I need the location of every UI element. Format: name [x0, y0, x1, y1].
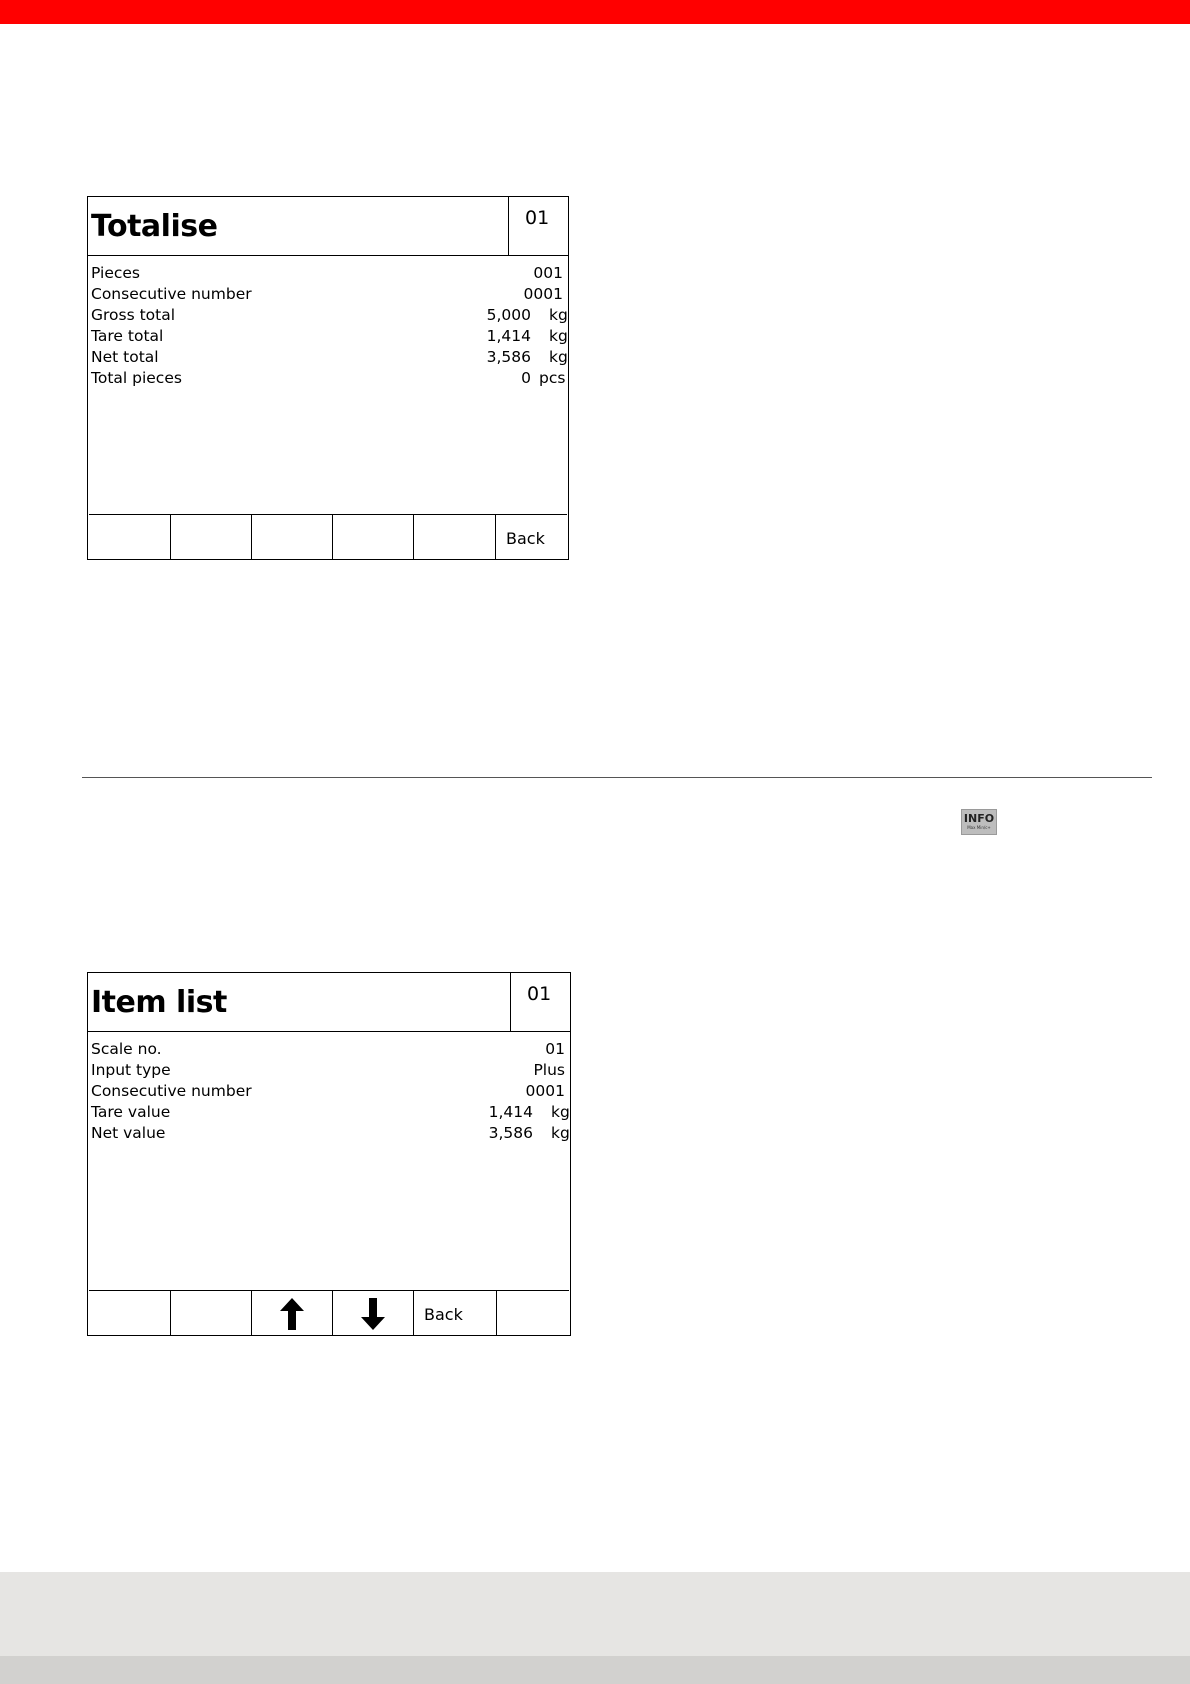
row-label: Tare value: [91, 1103, 171, 1121]
row-label: Gross total: [91, 306, 176, 324]
row-unit: kg: [549, 306, 568, 324]
top-accent-bar: [0, 0, 1190, 24]
row-value: 1,414: [486, 327, 531, 345]
softkey-1[interactable]: [89, 515, 170, 559]
item-list-screen: [87, 972, 571, 1336]
footer-strip: [0, 1656, 1190, 1684]
row-unit: pcs: [539, 369, 566, 387]
row-value: 0001: [523, 285, 563, 303]
row-label: Consecutive number: [91, 285, 252, 303]
data-row: [91, 284, 565, 305]
info-key-sublabel: Max Min/c+: [967, 825, 991, 830]
arrow-up-icon: [279, 1297, 305, 1331]
softkey-4[interactable]: [332, 515, 413, 559]
row-unit: kg: [551, 1124, 570, 1142]
row-value: 3,586: [486, 348, 531, 366]
section-divider: [82, 777, 1152, 778]
softkey-bar: [89, 1290, 569, 1335]
row-value: 0001: [525, 1082, 565, 1100]
info-key-label: INFO: [963, 812, 995, 825]
totalise-screen: [87, 196, 569, 560]
softkey-6[interactable]: [496, 1291, 569, 1335]
softkey-2[interactable]: [170, 515, 251, 559]
row-label: Tare total: [91, 327, 164, 345]
row-label: Total pieces: [91, 369, 182, 387]
info-key-icon: [961, 809, 997, 835]
row-value: 3,586: [488, 1124, 533, 1142]
back-label: Back: [506, 529, 545, 548]
row-label: Scale no.: [91, 1040, 162, 1058]
scale-number: 01: [527, 983, 552, 1005]
row-value: 001: [533, 264, 563, 282]
softkey-2[interactable]: [170, 1291, 251, 1335]
row-value: 01: [545, 1040, 565, 1058]
row-label: Input type: [91, 1061, 171, 1079]
data-row: [91, 1060, 567, 1081]
row-value: 5,000: [486, 306, 531, 324]
row-unit: kg: [551, 1103, 570, 1121]
data-row: [91, 347, 568, 368]
row-label: Net value: [91, 1124, 166, 1142]
screen-title: Totalise: [91, 209, 218, 244]
row-label: Consecutive number: [91, 1082, 252, 1100]
screen-header: [88, 197, 568, 256]
row-value: 1,414: [488, 1103, 533, 1121]
data-row: [91, 326, 568, 347]
data-row: [91, 1039, 567, 1060]
arrow-down-icon: [360, 1297, 386, 1331]
row-label: Pieces: [91, 264, 140, 282]
data-row: [91, 368, 565, 389]
scroll-up-softkey[interactable]: [251, 1291, 332, 1335]
back-softkey[interactable]: [413, 1291, 496, 1335]
row-value: 0: [521, 369, 531, 387]
scale-number-box: [510, 973, 570, 1031]
softkey-5[interactable]: [413, 515, 495, 559]
softkey-3[interactable]: [251, 515, 332, 559]
data-row: [91, 263, 565, 284]
scale-number: 01: [525, 207, 550, 229]
scale-number-box: [508, 197, 568, 255]
item-list-rows: [91, 1039, 570, 1144]
back-label: Back: [424, 1305, 463, 1324]
data-row: [91, 305, 568, 326]
screen-header: [88, 973, 570, 1032]
row-label: Net total: [91, 348, 159, 366]
softkey-1[interactable]: [89, 1291, 170, 1335]
back-softkey[interactable]: [495, 515, 567, 559]
row-unit: kg: [549, 327, 568, 345]
totalise-rows: [91, 263, 568, 389]
data-row: [91, 1081, 567, 1102]
softkey-bar: [89, 514, 567, 559]
screen-title: Item list: [91, 985, 227, 1020]
scroll-down-softkey[interactable]: [332, 1291, 413, 1335]
data-row: [91, 1102, 570, 1123]
data-row: [91, 1123, 570, 1144]
row-unit: kg: [549, 348, 568, 366]
row-value: Plus: [533, 1061, 565, 1079]
footer-band: [0, 1572, 1190, 1656]
